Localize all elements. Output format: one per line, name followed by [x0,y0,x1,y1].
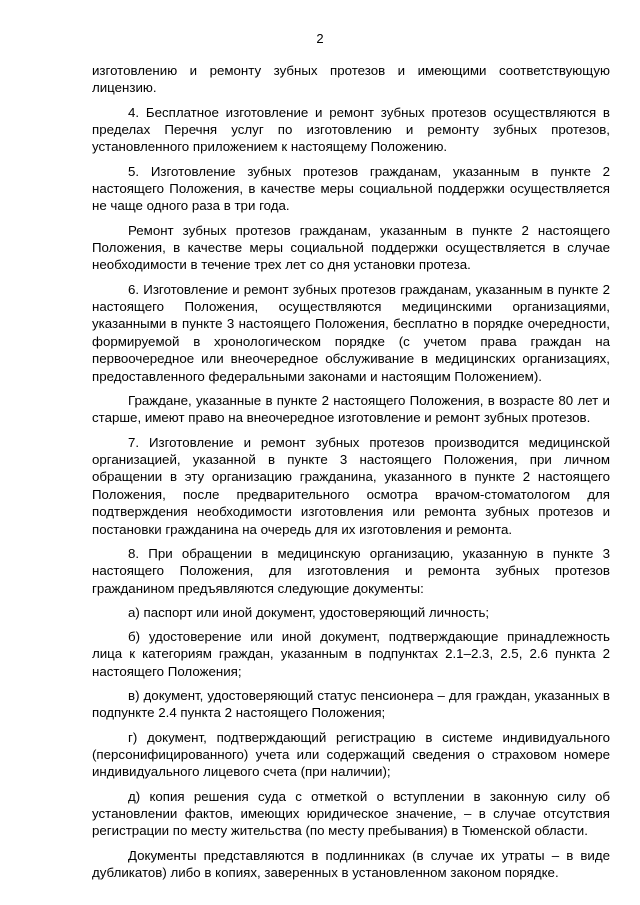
paragraph-item-8: 8. При обращении в медицинскую организацию, указанную в пункте 3 настоящего Положения, для изготовления и ремонта зубных протезов гражданином предъявляются следующие документы: [92,545,610,596]
paragraph-subitem-v: в) документ, удостоверяющий статус пенсионера – для граждан, указанных в подпункте 2.4 пункта 2 настоящего Положения; [92,687,610,721]
paragraph-item-5: 5. Изготовление зубных протезов гражданам, указанным в пункте 2 настоящего Положения, в качестве меры социальной поддержки осуществляется не чаще одного раза в три года. [92,163,610,214]
paragraph-item-4: 4. Бесплатное изготовление и ремонт зубных протезов осуществляются в пределах Перечня услуг по изготовлению и ремонту зубных протезов, установленного приложением к настоящему Положению. [92,104,610,155]
paragraph-item-7: 7. Изготовление и ремонт зубных протезов производится медицинской организацией, указанной в пункте 3 настоящего Положения, при личном обращении в эту организацию гражданина, указанного в пункте 2 настоящего Положения, после предварительного осмотра врачом-стоматологом для подтверждения необходимости изготовления или ремонта зубных протезов и постановки гражданина на очередь для их изготовления и ремонта. [92,434,610,537]
paragraph-subitem-d: д) копия решения суда с отметкой о вступлении в законную силу об установлении фактов, имеющих юридическое значение, – в случае отсутствия регистрации по месту жительства (по месту пребывания) в Тюменской области. [92,788,610,839]
paragraph-item-6: 6. Изготовление и ремонт зубных протезов гражданам, указанным в пункте 2 настоящего Положения, осуществляются медицинскими организациями, указанными в пункте 3 настоящего Положения, бесплатно в порядке очередности, формируемой в хронологическом порядке (с учетом права граждан на первоочередное или внеочередное обслуживание в медицинских организациях, предоставленного федеральными законами и настоящим Положением). [92,281,610,384]
paragraph-subitem-g: г) документ, подтверждающий регистрацию в системе индивидуального (персонифицированного) учета или содержащий сведения о страховом номере индивидуального лицевого счета (при наличии); [92,729,610,780]
paragraph-subitem-b: б) удостоверение или иной документ, подтверждающие принадлежность лица к категориям граждан, указанным в подпунктах 2.1–2.3, 2.5, 2.6 пункта 2 настоящего Положения; [92,628,610,679]
paragraph-subitem-a: а) паспорт или иной документ, удостоверяющий личность; [128,604,490,620]
paragraph-documents: Документы представляются в подлинниках (в случае их утраты – в виде дубликатов) либо в копиях, заверенных в установленном законом порядке. [92,847,610,881]
document-body [92,62,610,888]
paragraph-repair: Ремонт зубных протезов гражданам, указанным в пункте 2 настоящего Положения, в качестве меры социальной поддержки осуществляется в случае необходимости в течение трех лет со дня установки протеза. [92,222,610,273]
paragraph-age-80: Граждане, указанные в пункте 2 настоящего Положения, в возрасте 80 лет и старше, имеют право на внеочередное изготовление и ремонт зубных протезов. [92,392,610,426]
paragraph-continuation: изготовлению и ремонту зубных протезов и имеющими соответствующую лицензию. [92,63,610,96]
page-number: 2 [316,31,324,46]
